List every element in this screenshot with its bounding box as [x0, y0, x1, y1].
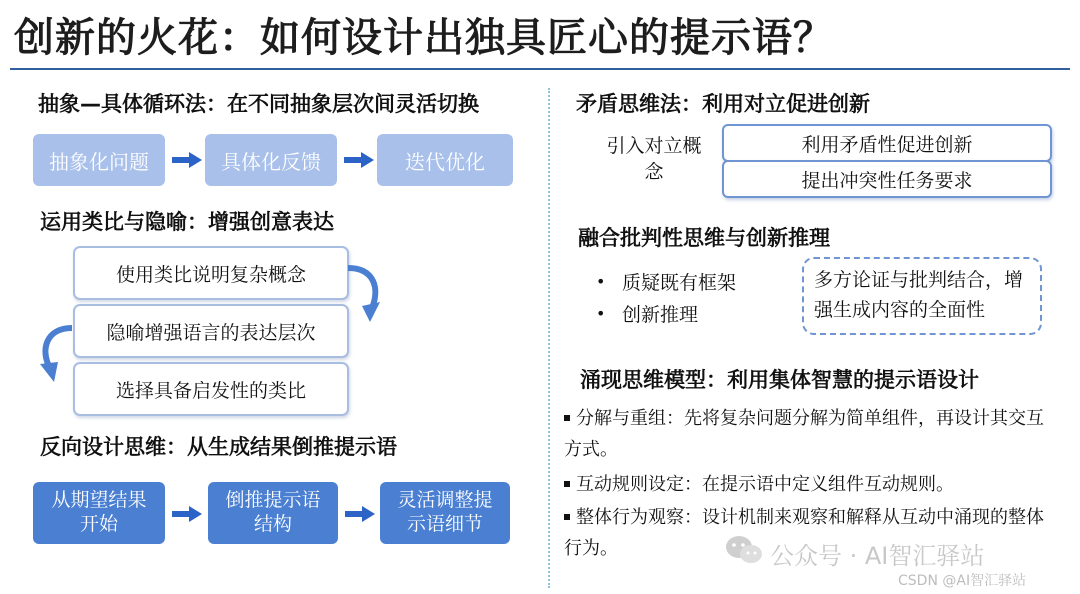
step-concrete-feedback: 具体化反馈	[205, 134, 337, 186]
page-title: 创新的火花：如何设计出独具匠心的提示语？	[14, 15, 834, 61]
column-divider	[548, 88, 550, 588]
emergence-bullet-3: 整体行为观察：设计机制来观察和解释从互动中涌现的整体行为。	[564, 507, 1044, 559]
section-heading-contradiction: 矛盾思维法：利用对立促进创新	[576, 92, 870, 116]
critical-note-box: 多方论证与批判结合，增强生成内容的全面性	[802, 257, 1042, 335]
analogy-item-1: 使用类比说明复杂概念	[73, 246, 349, 300]
curved-arrow-icon	[344, 262, 384, 326]
section-heading-critical-thinking: 融合批判性思维与创新推理	[578, 226, 830, 250]
critical-bullet-1: 质疑既有框架	[622, 272, 737, 294]
step-iterate: 迭代优化	[377, 134, 513, 186]
analogy-item-3: 选择具备启发性的类比	[73, 362, 349, 416]
square-bullet-icon	[564, 481, 570, 487]
source-credit: CSDN @AI智汇驿站	[898, 573, 1027, 589]
right-arrow-icon	[345, 506, 375, 522]
opposite-concept-label: 引入对立概念	[606, 135, 702, 183]
contradiction-box-2: 提出冲突性任务要求	[722, 160, 1052, 198]
bullet-dot: •	[596, 272, 606, 291]
emergence-bullet-1: 分解与重组：先将复杂问题分解为简单组件，再设计其交互方式。	[564, 408, 1044, 460]
section-heading-reverse-design: 反向设计思维：从生成结果倒推提示语	[40, 435, 397, 459]
section-heading-analogy: 运用类比与隐喻：增强创意表达	[40, 210, 334, 234]
bullet-dot: •	[596, 304, 606, 323]
right-arrow-icon	[172, 506, 202, 522]
step-abstract-problem: 抽象化问题	[33, 134, 165, 186]
title-underline	[10, 68, 1070, 70]
step-expected-result: 从期望结果开始	[33, 482, 165, 544]
wechat-icon	[724, 534, 764, 566]
emergence-bullet-2: 互动规则设定：在提示语中定义组件互动规则。	[564, 470, 1044, 501]
right-arrow-icon	[172, 152, 202, 168]
step-reverse-structure: 倒推提示语结构	[208, 482, 338, 544]
curved-arrow-icon	[36, 322, 76, 386]
section-heading-abstraction-loop: 抽象—具体循环法：在不同抽象层次间灵活切换	[38, 92, 479, 116]
square-bullet-icon	[564, 415, 570, 421]
critical-bullet-2: 创新推理	[622, 304, 699, 326]
step-adjust-details: 灵活调整提示语细节	[380, 482, 510, 544]
right-arrow-icon	[344, 152, 374, 168]
section-heading-emergence: 涌现思维模型：利用集体智慧的提示语设计	[580, 368, 979, 392]
contradiction-box-1: 利用矛盾性促进创新	[722, 124, 1052, 162]
square-bullet-icon	[564, 514, 570, 520]
analogy-item-2: 隐喻增强语言的表达层次	[73, 304, 349, 358]
watermark-text: 公众号 · AI智汇驿站	[770, 542, 985, 570]
